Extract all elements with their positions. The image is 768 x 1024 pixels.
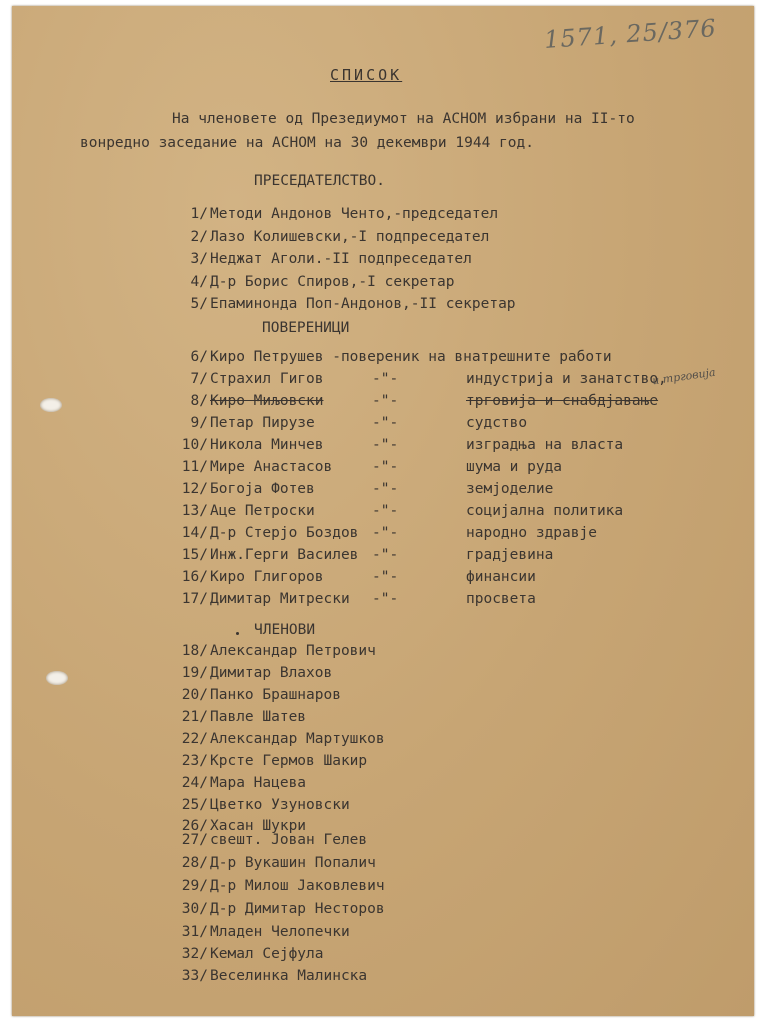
- item-text: Методи Андонов Ченто,-председател: [210, 206, 499, 222]
- item-number: 25/: [181, 797, 208, 813]
- item-number: 23/: [181, 753, 208, 769]
- item-number: 24/: [181, 775, 208, 791]
- item-text: Лазо Колишевски,-I подпреседател: [210, 228, 490, 245]
- list-item: [12, 797, 754, 819]
- commissioner-name: Никола Минчев: [210, 437, 324, 453]
- table-row: [12, 547, 754, 569]
- table-row: [12, 525, 754, 547]
- item-number: 21/: [181, 709, 208, 725]
- department: финансии: [466, 569, 536, 585]
- ditto-mark: -"-: [372, 393, 399, 409]
- handwritten-note: и трговија: [651, 365, 717, 388]
- item-text: Кемал Сејфула: [210, 946, 324, 962]
- list-item: [12, 968, 754, 990]
- department: судство: [466, 415, 528, 431]
- item-number: 2/: [190, 228, 208, 245]
- document-title: СПИСОК: [330, 66, 403, 84]
- item-number: 11/: [181, 459, 208, 475]
- table-row: [12, 459, 754, 481]
- table-row: [12, 481, 754, 503]
- commissioner-name: Мире Анастасов: [210, 459, 333, 475]
- item-text: Павле Шатев: [210, 709, 307, 725]
- item-number: 6/: [190, 349, 208, 365]
- item-number: 30/: [181, 901, 208, 917]
- item-number: 16/: [181, 569, 208, 585]
- item-number: 9/: [190, 415, 208, 431]
- item-number: 18/: [181, 643, 208, 659]
- commissioner-name: Димитар Митрески: [210, 591, 350, 607]
- list-item: [12, 878, 754, 900]
- item-text: свешт. Јован Гелев: [210, 832, 368, 848]
- ditto-mark: -"-: [372, 437, 399, 453]
- item-text: Д-р Милош Јаковлевич: [210, 878, 385, 894]
- item-text: Д-р Вукашин Попалич: [210, 855, 376, 871]
- ditto-mark: -"-: [372, 547, 399, 563]
- item-number: 20/: [181, 687, 208, 703]
- archive-number: 1571, 25/376: [543, 14, 718, 54]
- table-row: [12, 503, 754, 525]
- list-item: [12, 274, 754, 296]
- item-number: 27/: [181, 832, 208, 848]
- ditto-mark: -"-: [372, 503, 399, 519]
- table-row: [12, 393, 754, 415]
- table-row: [12, 371, 754, 393]
- item-number: 29/: [181, 878, 208, 894]
- commissioner-name: Киро Миљовски: [210, 393, 324, 409]
- section-heading-commissioners: ПОВЕРЕНИЦИ: [262, 320, 350, 336]
- item-number: 33/: [181, 968, 208, 984]
- item-number: 31/: [181, 924, 208, 940]
- list-item: [12, 296, 754, 318]
- item-number: 8/: [190, 393, 208, 409]
- item-number: 17/: [181, 591, 208, 607]
- intro-line-2: вонредно заседание на АСНОМ на 30 декември 1944 год.: [80, 135, 534, 151]
- item-text: Д-р Борис Спиров,-I секретар: [210, 273, 455, 290]
- ditto-mark: -"-: [372, 481, 399, 497]
- item-text: Александар Мартушков: [210, 731, 385, 747]
- list-item: [12, 229, 754, 251]
- intro-line-1: На членовете од Презедиумот на АСНОМ избрани на II-то: [172, 111, 635, 127]
- department: просвета: [466, 591, 536, 607]
- ditto-mark: -"-: [372, 525, 399, 541]
- department: трговија и снабдјавање: [466, 393, 659, 409]
- item-number: 28/: [181, 855, 208, 871]
- item-number: 26/: [181, 818, 208, 834]
- table-row: [12, 591, 754, 613]
- list-item: [12, 855, 754, 877]
- item-number: 15/: [181, 547, 208, 563]
- table-row: [12, 415, 754, 437]
- commissioner-name: Петар Пирузе: [210, 415, 315, 431]
- list-item: [12, 643, 754, 665]
- item-text: Епаминонда Поп-Андонов,-II секретар: [210, 296, 516, 312]
- table-row: [12, 437, 754, 459]
- item-number: 14/: [181, 525, 208, 541]
- department: народно здравје: [466, 525, 597, 541]
- list-item: [12, 206, 754, 228]
- item-number: 1/: [190, 206, 208, 222]
- commissioner-name: Страхил Гигов: [210, 371, 324, 387]
- intro-paragraph: [80, 107, 720, 155]
- item-text: Александар Петрович: [210, 643, 376, 659]
- ditto-mark: -"-: [372, 569, 399, 585]
- ditto-mark: -"-: [372, 415, 399, 431]
- commissioner-name: Инж.Герги Василев: [210, 547, 359, 563]
- department: индустрија и занатство,: [466, 371, 667, 387]
- ditto-mark: -"-: [372, 591, 399, 607]
- list-item: [12, 665, 754, 687]
- list-item: [12, 775, 754, 797]
- commissioner-name: Богоја Фотев: [210, 481, 315, 497]
- item-text: Панко Брашнаров: [210, 687, 341, 703]
- list-item: [12, 709, 754, 731]
- list-item: [12, 731, 754, 753]
- item-text: Цветко Узуновски: [210, 797, 350, 813]
- list-item: [12, 753, 754, 775]
- department: изградња на власта: [466, 437, 624, 453]
- item-number: 13/: [181, 503, 208, 519]
- item-number: 32/: [181, 946, 208, 962]
- department: шума и руда: [466, 459, 563, 475]
- section-heading-presidency: ПРЕСЕДАТЕЛСТВО.: [254, 173, 385, 189]
- list-item: [12, 946, 754, 968]
- table-row: [12, 569, 754, 591]
- item-number: 5/: [190, 296, 208, 312]
- list-item: [12, 901, 754, 923]
- item-number: 3/: [190, 251, 208, 267]
- department: социјална политика: [466, 503, 624, 519]
- list-item: [12, 251, 754, 273]
- item-text: Веселинка Малинска: [210, 968, 368, 984]
- item-text: Неджат Аголи.-II подпреседател: [210, 251, 472, 267]
- list-item: [12, 687, 754, 709]
- item-number: 4/: [190, 273, 208, 290]
- list-item: [12, 924, 754, 946]
- section-heading-members: ЧЛЕНОВИ: [254, 622, 316, 638]
- ditto-mark: -"-: [372, 371, 399, 387]
- commissioner-name: Киро Глигоров: [210, 569, 324, 585]
- list-item: [12, 349, 754, 371]
- commissioner-name: Д-р Стерјо Боздов: [210, 525, 359, 541]
- ditto-mark: -"-: [372, 459, 399, 475]
- item-text: Хасан Шукри: [210, 818, 307, 834]
- department: градјевина: [466, 547, 554, 563]
- item-number: 12/: [181, 481, 208, 497]
- department: земјоделие: [466, 481, 554, 497]
- item-number: 7/: [190, 371, 208, 387]
- item-text: Киро Петрушев -повереник на внатрешните работи: [210, 349, 612, 365]
- item-text: Д-р Димитар Несторов: [210, 901, 385, 917]
- item-text: Мара Нацева: [210, 775, 307, 791]
- document-page: [12, 6, 754, 1016]
- list-item: [12, 832, 754, 854]
- commissioner-name: Аце Петроски: [210, 503, 315, 519]
- ink-dot: [236, 632, 239, 635]
- item-number: 10/: [181, 437, 208, 453]
- item-text: Димитар Влахов: [210, 665, 333, 681]
- item-number: 19/: [181, 665, 208, 681]
- item-number: 22/: [181, 731, 208, 747]
- item-text: Младен Челопечки: [210, 924, 350, 940]
- item-text: Крсте Гермов Шакир: [210, 753, 368, 769]
